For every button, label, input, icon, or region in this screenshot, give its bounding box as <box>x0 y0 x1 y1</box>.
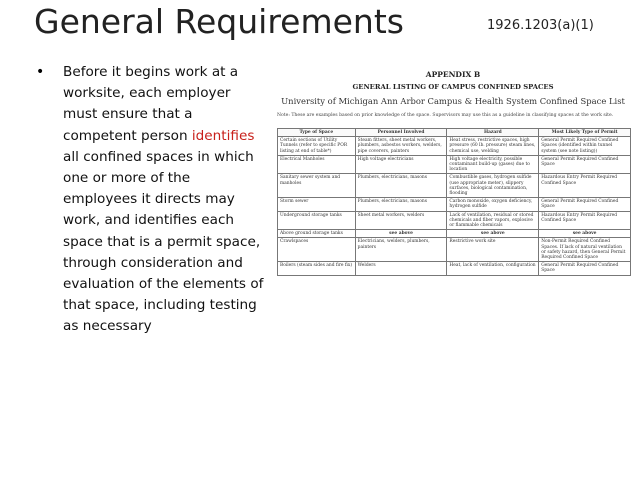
table-column-header: Most Likely Type of Permit <box>539 129 631 137</box>
table-cell: Electricians, welders, plumbers, painters <box>355 238 447 262</box>
table-cell: Storm sewer <box>278 198 356 211</box>
bullet-text-before: Before it begins work at a worksite, each employer must ensure that a competent person <box>63 64 239 144</box>
table-cell: see above <box>539 230 631 238</box>
bullet-list <box>36 62 268 338</box>
table-header-row <box>278 129 631 137</box>
table-cell: Sheet metal workers, welders <box>355 211 447 230</box>
highlighted-word: identifies <box>191 127 255 144</box>
table-cell: Heat stress, restrictive spaces, high pressure (60 lb. pressure) steam lines, chemical use, welding <box>447 137 539 156</box>
table-row <box>278 174 631 198</box>
table-cell: Restrictive work site <box>447 238 539 262</box>
table-cell: Heat, lack of ventilation, configuration <box>447 262 539 275</box>
table-cell: General Permit Required Confined Space <box>539 155 631 174</box>
table-cell: Crawlspaces <box>278 238 356 262</box>
table-cell: see above <box>447 230 539 238</box>
table-row <box>278 238 631 262</box>
table-cell: Welders <box>355 262 447 275</box>
table-cell: see above <box>355 230 447 238</box>
table-cell: Boilers (steam sides and fire fix) <box>278 262 356 275</box>
table-cell: Lack of ventilation, residual or stored chemicals and fiber vapors, explosive or flammable chemicals <box>447 211 539 230</box>
table-column-header: Type of Space <box>278 129 356 137</box>
table-cell: Plumbers, electricians, masons <box>355 174 447 198</box>
table-cell: General Permit Required Confined Space <box>539 198 631 211</box>
bullet-item <box>36 62 268 338</box>
table-cell: High voltage electricity, possible contaminant build-up (gases) due to location <box>447 155 539 174</box>
regulation-reference: 1926.1203(a)(1) <box>487 18 594 33</box>
table-cell: Certain sections of Utility Tunnels (refer to specific POR listing at end of table*) <box>278 137 356 156</box>
table-row <box>278 230 631 238</box>
table-row <box>278 198 631 211</box>
confined-space-table <box>277 128 631 276</box>
bullet-dot: • <box>36 64 45 80</box>
bullet-text <box>63 62 268 338</box>
document-listing-title: GENERAL LISTING OF CAMPUS CONFINED SPACES <box>352 83 554 91</box>
document-note: Note: These are examples based on prior knowledge of the space. Supervisors may use this as a guideline in classifying spaces at the work site. <box>277 113 614 118</box>
table-row <box>278 155 631 174</box>
table-row <box>278 137 631 156</box>
table-cell: Plumbers, electricians, masons <box>355 198 447 211</box>
table-row <box>278 211 631 230</box>
table-column-header: Hazard <box>447 129 539 137</box>
table-cell: Carbon monoxide, oxygen deficiency, hydrogen sulfide <box>447 198 539 211</box>
table-cell: Above ground storage tanks <box>278 230 356 238</box>
table-cell: Electrical Manholes <box>278 155 356 174</box>
document-image <box>270 66 636 356</box>
table-cell: General Permit Required Confined Space <box>539 262 631 275</box>
table-cell: Sanitary sewer system and manholes <box>278 174 356 198</box>
table-cell: Hazardous Entry Permit Required Confined Space <box>539 211 631 230</box>
table-row <box>278 262 631 275</box>
table-cell: Combustible gases, hydrogen sulfide (use appropriate meter), slippery surfaces, biological contamination, flooding <box>447 174 539 198</box>
bullet-text-after: all confined spaces in which one or more of the employees it directs may work, and identifies each space that is a permit space, through consideration and evaluation of the elements of that space, including testing as necessary <box>63 148 264 335</box>
table-column-header: Personnel Involved <box>355 129 447 137</box>
table-cell: High voltage electricians <box>355 155 447 174</box>
slide-title: General Requirements <box>34 2 404 41</box>
document-subtitle: University of Michigan Ann Arbor Campus & Health System Confined Space List <box>281 96 625 106</box>
table-cell: Hazardous Entry Permit Required Confined Space <box>539 174 631 198</box>
table-cell: Underground storage tanks <box>278 211 356 230</box>
document-appendix-label: APPENDIX B <box>425 70 481 79</box>
table-cell: Non-Permit Required Confined Spaces. If lack of natural ventilation or safety hazard, then General Permit Required Confined Space <box>539 238 631 262</box>
table-body <box>278 137 631 275</box>
table-cell: Steam fitters, sheet metal workers, plumbers, asbestos workers, welders, pipe coverers, painters <box>355 137 447 156</box>
table-cell: General Permit Required Confined Spaces (identified within tunnel system (see note listing)) <box>539 137 631 156</box>
